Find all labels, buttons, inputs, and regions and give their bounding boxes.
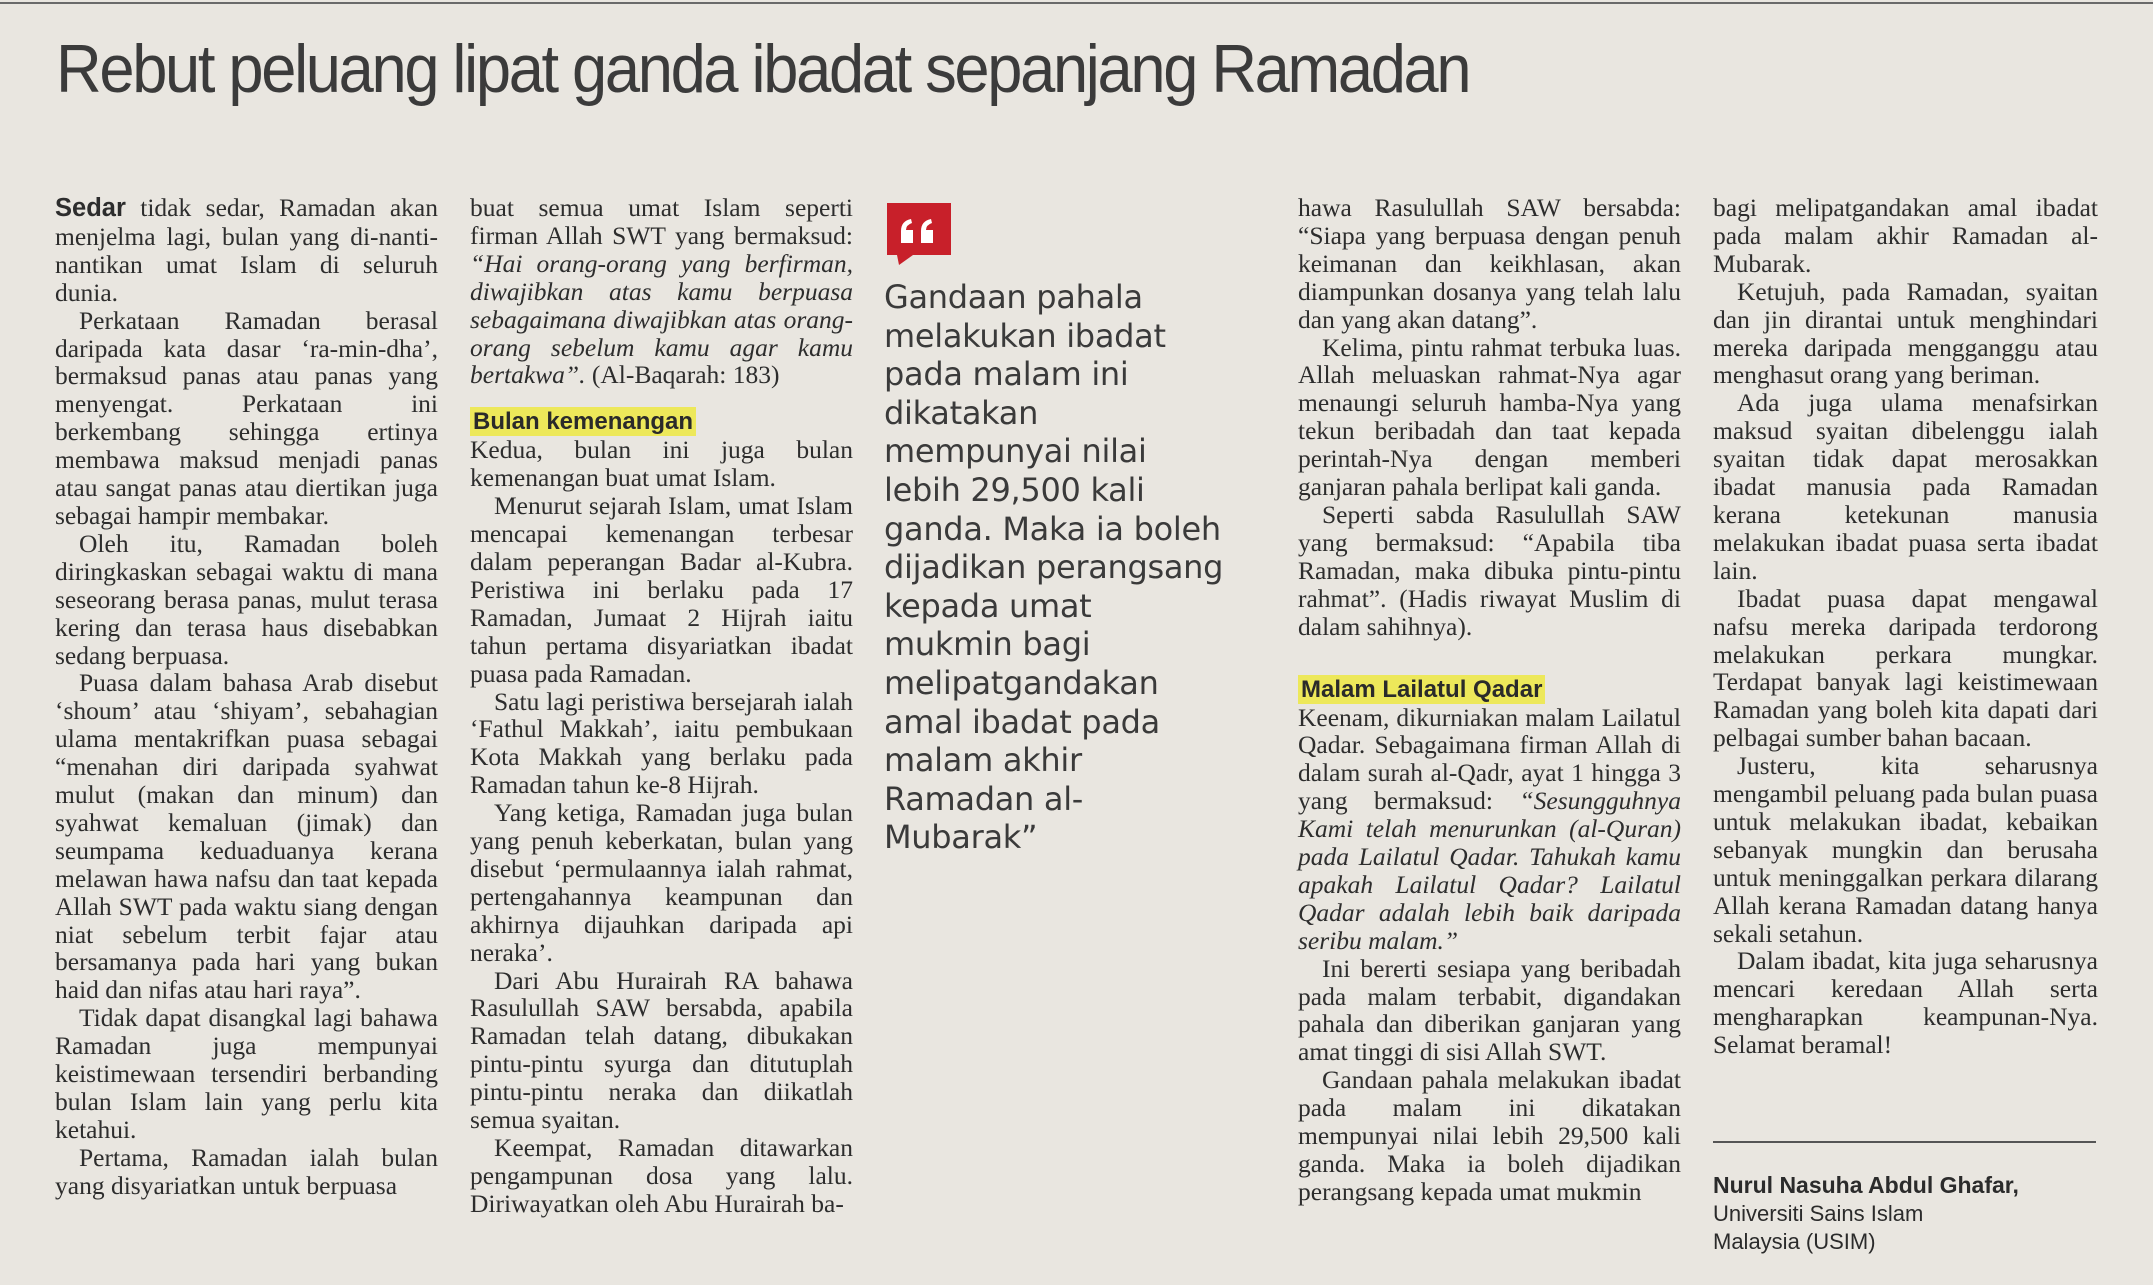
subheading-bulan-kemenangan: Bulan kemenangan bbox=[470, 407, 696, 436]
column-5 bbox=[1713, 194, 2098, 1059]
spacer bbox=[1298, 641, 1681, 671]
paragraph: Pertama, Ramadan ialah bulan yang disyariatkan untuk berpuasa bbox=[55, 1142, 438, 1200]
paragraph: Perkataan Ramadan berasal daripada kata dasar ‘ra-min-dha’, bermaksud panas atau panas yang menyengat. Perkataan ini berkembang sehingga ertinya membawa maksud menjadi panas atau sangat panas atau diertikan juga sebagai hampir membakar. bbox=[55, 305, 438, 530]
paragraph: Tidak dapat disangkal lagi bahawa Ramadan juga mempunyai keistimewaan tersendiri berbanding bulan Islam lain yang perlu kita ketahui. bbox=[55, 1003, 438, 1144]
paragraph: Ketujuh, pada Ramadan, syaitan dan jin dirantai untuk menghindari mereka daripada mengganggu atau menghasut orang yang beriman. bbox=[1713, 276, 2098, 390]
paragraph: Dari Abu Hurairah RA bahawa Rasulullah SAW bersabda, apabila Ramadan telah datang, dibukakan pintu-pintu syurga dan ditutuplah pintu-pintu neraka dan diikatlah semua syaitan. bbox=[470, 965, 853, 1135]
paragraph: Gandaan pahala melakukan ibadat pada malam ini dikatakan mempunyai nilai lebih 29,500 kali ganda. Maka ia boleh dijadikan perangsang kepada umat mukmin bbox=[1298, 1065, 1681, 1206]
paragraph: Yang ketiga, Ramadan juga bulan yang penuh keberkatan, bulan yang disebut ‘permulaannya ialah rahmat, pertengahannya keampunan dan akhirnya dijauhkan daripada api neraka’. bbox=[470, 798, 853, 967]
column-2 bbox=[470, 194, 853, 1218]
byline bbox=[1713, 1170, 2113, 1256]
paragraph bbox=[470, 194, 853, 389]
paragraph: Justeru, kita seharusnya mengambil peluang pada bulan puasa untuk melakukan ibadat, kebaikan sebanyak mungkin dan berusaha untuk meninggalkan perkara dilarang Allah kerana Ramadan datang hanya sekali setahun. bbox=[1713, 751, 2098, 948]
quote-reference: (Al-Baqarah: 183) bbox=[585, 360, 780, 390]
paragraph-text: Keenam, dikurniakan malam Lailatul Qadar. Sebagaimana firman Allah di dalam surah al-Qadr, ayat 1 hingga 3 yang bermaksud: bbox=[1298, 702, 1681, 816]
quote-icon bbox=[887, 203, 951, 265]
paragraph bbox=[55, 194, 438, 307]
quran-quote: “Hai orang-orang yang berfirman, diwajibkan atas kamu berpuasa sebagaimana diwajibkan atas orang-orang sebelum kamu agar kamu bertakwa”. bbox=[470, 248, 853, 390]
paragraph-text: buat semua umat Islam seperti firman Allah SWT yang bermaksud: bbox=[470, 193, 853, 250]
paragraph: Satu lagi peristiwa bersejarah ialah ‘Fathul Makkah’, iaitu pembukaan Kota Makkah yang berlaku pada Ramadan tahun ke-8 Hijrah. bbox=[470, 686, 853, 800]
paragraph-text: tidak sedar, Ramadan akan menjelma lagi, bulan yang di-nanti-nantikan umat Islam di seluruh dunia. bbox=[55, 193, 439, 307]
paragraph: Kedua, bulan ini juga bulan kemenangan buat umat Islam. bbox=[470, 435, 853, 493]
paragraph: Keempat, Ramadan ditawarkan pengampunan dosa yang lalu. Diriwayatkan oleh Abu Hurairah ba- bbox=[470, 1133, 853, 1218]
headline: Rebut peluang lipat ganda ibadat sepanjang Ramadan bbox=[56, 31, 1470, 107]
author-name: Nurul Nasuha Abdul Ghafar, bbox=[1713, 1172, 2019, 1198]
paragraph: Kelima, pintu rahmat terbuka luas. Allah meluaskan rahmat-Nya agar menaungi seluruh hamba-Nya yang tekun beribadah dan taat kepada perintah-Nya dengan memberi ganjaran pahala berlipat kali ganda. bbox=[1298, 332, 1681, 502]
lead-word: Sedar bbox=[55, 194, 126, 222]
paragraph: Menurut sejarah Islam, umat Islam mencapai kemenangan terbesar dalam peperangan Badar al-Kubra. Peristiwa ini berlaku pada 17 Ramadan, Jumaat 2 Hijrah iaitu tahun pertama disyariatkan ibadat puasa pada Ramadan. bbox=[470, 491, 853, 688]
paragraph: Puasa dalam bahasa Arab disebut ‘shoum’ atau ‘shiyam’, sebahagian ulama mentakrifkan puasa sebagai “menahan diri daripada syahwat mulut (makan dan minum) dan syahwat kemaluan (jimak) dan seumpama keduaduanya kerana melawan hawa nafsu dan taat kepada Allah SWT pada waktu siang dengan niat sebelum terbit fajar atau bersamanya pada hari yang bukan haid dan nifas atau hari raya”. bbox=[55, 668, 438, 1005]
author-affiliation: Malaysia (USIM) bbox=[1713, 1229, 1876, 1254]
paragraph: hawa Rasulullah SAW bersabda: “Siapa yang berpuasa dengan penuh keimanan dan keikhlasan, akan diampunkan dosanya yang telah lalu dan yang akan datang”. bbox=[1298, 193, 1681, 334]
top-rule bbox=[0, 2, 2153, 4]
paragraph: Ada juga ulama menafsirkan maksud syaitan dibelenggu ialah syaitan tidak dapat merosakkan ibadat manusia pada Ramadan kerana ketekunan manusia melakukan ibadat puasa serta ibadat lain. bbox=[1713, 388, 2098, 585]
paragraph: Oleh itu, Ramadan boleh diringkaskan sebagai waktu di mana seseorang berasa panas, mulut terasa kering dan terasa haus disebabkan sedang berpuasa. bbox=[55, 528, 438, 670]
byline-divider bbox=[1713, 1141, 2096, 1143]
author-affiliation: Universiti Sains Islam bbox=[1713, 1201, 1924, 1226]
paragraph: Dalam ibadat, kita juga seharusnya mencari keredaan Allah serta mengharapkan keampunan-Nya. Selamat beramal! bbox=[1713, 946, 2098, 1060]
paragraph: Ini bererti sesiapa yang beribadah pada malam terbabit, digandakan pahala dan diberikan ganjaran yang amat tinggi di sisi Allah SWT. bbox=[1298, 953, 1681, 1067]
paragraph: Seperti sabda Rasulullah SAW yang bermaksud: “Apabila tiba Ramadan, maka dibuka pintu-pintu rahmat”. (Hadis riwayat Muslim di dalam sahihnya). bbox=[1298, 499, 1681, 641]
spacer bbox=[470, 389, 853, 403]
column-1 bbox=[55, 194, 438, 1200]
quran-quote: “Sesungguhnya Kami telah menurunkan (al-Quran) pada Lailatul Qadar. Tahukah kamu apakah Lailatul Qadar? Lailatul Qadar adalah lebih baik daripada seribu malam.” bbox=[1298, 786, 1681, 955]
paragraph: bagi melipatgandakan amal ibadat pada malam akhir Ramadan al-Mubarak. bbox=[1713, 193, 2098, 278]
paragraph bbox=[1298, 704, 1681, 955]
pull-quote: Gandaan pahala melakukan ibadat pada malam ini dikatakan mempunyai nilai lebih 29,500 kali ganda. Maka ia boleh dijadikan perangsang kepada umat mukmin bagi melipatgandakan amal ibadat pada malam akhir Ramadan al-Mubarak” bbox=[884, 278, 1224, 857]
paragraph: Ibadat puasa dapat mengawal nafsu mereka daripada terdorong melakukan perkara mungkar. Terdapat banyak lagi keistimewaan Ramadan yang boleh kita dapati dari pelbagai sumber bahan bacaan. bbox=[1713, 583, 2098, 753]
subheading-malam-lailatul-qadar: Malam Lailatul Qadar bbox=[1298, 675, 1545, 704]
column-4 bbox=[1298, 194, 1681, 1206]
